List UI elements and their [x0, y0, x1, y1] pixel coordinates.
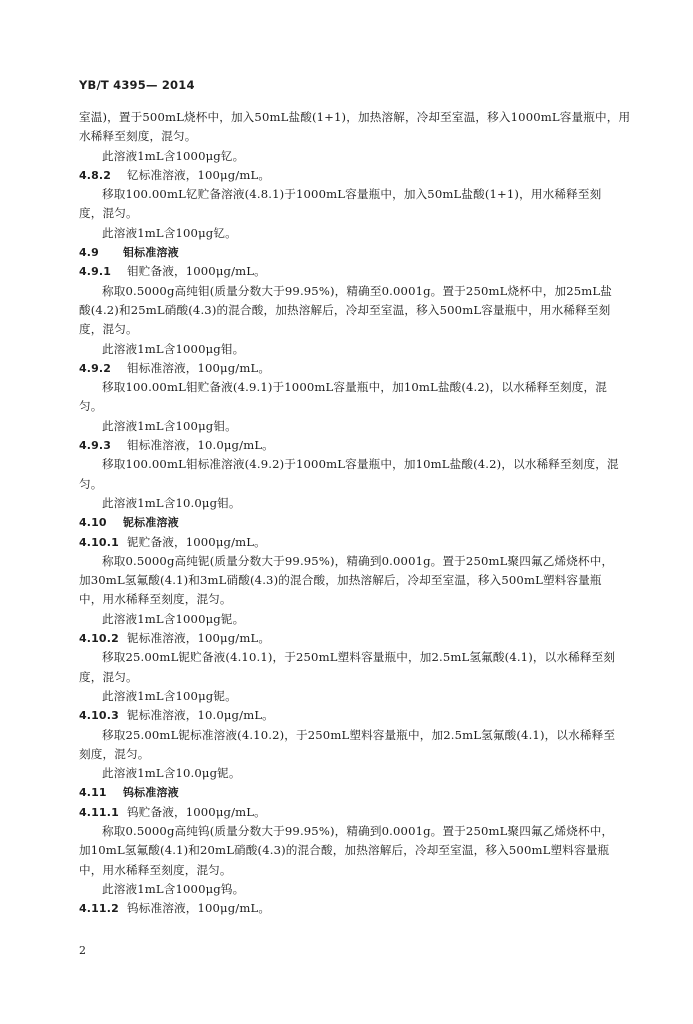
clause-number: 4.9.3 — [79, 439, 112, 453]
line-text: 度，混匀。 — [79, 669, 138, 684]
line-text: 加30mL氢氟酸(4.1)和3mL硝酸(4.3)的混合酸，加热溶解后，冷却至室温，移入500mL塑料容量瓶 — [79, 573, 602, 588]
body-text-line — [79, 668, 639, 687]
body-text-line — [79, 687, 639, 706]
line-text: 酸(4.2)和25mL硝酸(4.3)的混合酸，加热溶解后，冷却至室温，移入500mL容量瓶中，用水稀释至刻 — [79, 302, 611, 317]
body-text-line — [79, 378, 639, 397]
clause-number: 4.9.2 — [79, 361, 112, 375]
clause-number: 4.9.1 — [79, 265, 112, 279]
body-text-line — [79, 841, 639, 860]
line-text: 此溶液1mL含10.0μg钼。 — [102, 495, 241, 510]
line-text: 此溶液1mL含100μg钇。 — [102, 225, 237, 240]
body-text-line — [79, 397, 639, 416]
body-text-line — [79, 108, 639, 127]
body-text-line — [79, 726, 639, 745]
line-text: 移取25.00mL铌标准溶液(4.10.2)，于250mL塑料容量瓶中，加2.5mL氢氟酸(4.1)，以水稀释至 — [102, 727, 616, 742]
clause-number: 4.9 — [79, 246, 99, 260]
subsection-heading — [79, 166, 639, 185]
line-text: 匀。 — [79, 399, 103, 414]
body-text-line — [79, 320, 639, 339]
line-text: 钨贮备液，1000μg/mL。 — [127, 804, 266, 819]
line-text: 加10mL氢氟酸(4.1)和20mL硝酸(4.3)的混合酸，加热溶解后，冷却至室温，移入500mL塑料容量瓶 — [79, 843, 610, 858]
line-text: 钨标准溶液，100μg/mL。 — [127, 901, 271, 916]
body-text-line — [79, 417, 639, 436]
clause-number: 4.8.2 — [79, 168, 112, 182]
line-text: 室温)，置于500mL烧杯中，加入50mL盐酸(1+1)，加热溶解，冷却至室温，移入1000mL容量瓶中，用 — [79, 110, 631, 124]
subsection-heading — [79, 533, 639, 552]
line-text: 此溶液1mL含1000μg钼。 — [102, 341, 245, 356]
line-text: 此溶液1mL含10.0μg铌。 — [102, 766, 241, 781]
line-text: 此溶液1mL含1000μg钨。 — [102, 881, 245, 896]
body-text-line — [79, 282, 639, 301]
body-text-line — [79, 764, 639, 783]
clause-number: 4.11.2 — [79, 902, 119, 916]
line-text: 铌贮备液，1000μg/mL。 — [127, 534, 266, 549]
body-text-line — [79, 301, 639, 320]
line-text: 度，混匀。 — [79, 322, 138, 337]
line-text: 此溶液1mL含1000μg铌。 — [102, 611, 245, 626]
subsection-heading — [79, 629, 639, 648]
page-body — [79, 108, 639, 918]
line-text: 称取0.5000g高纯钨(质量分数大于99.95%)，精确到0.0001g。置于250mL聚四氟乙烯烧杯中， — [102, 823, 614, 838]
section-title: 钼标准溶液 — [123, 246, 179, 260]
section-heading — [79, 513, 639, 532]
line-text: 钼贮备液，1000μg/mL。 — [127, 264, 266, 279]
line-text: 铌标准溶液，10.0μg/mL。 — [127, 708, 274, 723]
page-header: YB/T 4395— 2014 — [79, 78, 195, 92]
line-text: 刻度，混匀。 — [79, 746, 150, 761]
subsection-heading — [79, 706, 639, 725]
body-text-line — [79, 204, 639, 223]
line-text: 钼标准溶液，100μg/mL。 — [127, 360, 271, 375]
clause-number: 4.10.1 — [79, 535, 119, 549]
body-text-line — [79, 224, 639, 243]
page-number: 2 — [79, 944, 86, 957]
clause-number: 4.11 — [79, 786, 107, 800]
line-text: 钇标准溶液，100μg/mL。 — [127, 167, 271, 182]
line-text: 此溶液1mL含1000μg钇。 — [102, 148, 245, 163]
section-heading — [79, 783, 639, 802]
line-text: 移取100.00mL钼贮备液(4.9.1)于1000mL容量瓶中，加10mL盐酸(4.2)，以水稀释至刻度，混 — [102, 380, 608, 395]
subsection-heading — [79, 262, 639, 281]
body-text-line — [79, 861, 639, 880]
subsection-heading — [79, 899, 639, 918]
body-text-line — [79, 475, 639, 494]
section-title: 铌标准溶液 — [123, 516, 179, 530]
line-text: 匀。 — [79, 476, 103, 491]
body-text-line — [79, 340, 639, 359]
line-text: 钼标准溶液，10.0μg/mL。 — [127, 438, 274, 453]
subsection-heading — [79, 359, 639, 378]
subsection-heading — [79, 436, 639, 455]
body-text-line — [79, 822, 639, 841]
line-text: 水稀释至刻度，混匀。 — [79, 129, 197, 144]
body-text-line — [79, 590, 639, 609]
section-heading — [79, 243, 639, 262]
line-text: 称取0.5000g高纯钼(质量分数大于99.95%)，精确至0.0001g。置于250mL烧杯中，加25mL盐 — [102, 283, 612, 298]
body-text-line — [79, 745, 639, 764]
subsection-heading — [79, 803, 639, 822]
body-text-line — [79, 494, 639, 513]
clause-number: 4.10.3 — [79, 709, 119, 723]
line-text: 此溶液1mL含100μg钼。 — [102, 418, 237, 433]
line-text: 移取25.00mL铌贮备液(4.10.1)，于250mL塑料容量瓶中，加2.5mL氢氟酸(4.1)，以水稀释至刻 — [102, 650, 616, 665]
clause-number: 4.11.1 — [79, 805, 119, 819]
clause-number: 4.10.2 — [79, 632, 119, 646]
line-text: 移取100.00mL钼标准溶液(4.9.2)于1000mL容量瓶中，加10mL盐酸(4.2)，以水稀释至刻度，混 — [102, 457, 619, 472]
line-text: 此溶液1mL含100μg铌。 — [102, 688, 237, 703]
body-text-line — [79, 571, 639, 590]
section-title: 钨标准溶液 — [123, 786, 179, 800]
body-text-line — [79, 455, 639, 474]
line-text: 称取0.5000g高纯铌(质量分数大于99.95%)，精确到0.0001g。置于250mL聚四氟乙烯烧杯中， — [102, 553, 614, 568]
line-text: 移取100.00mL钇贮备溶液(4.8.1)于1000mL容量瓶中，加入50mL盐酸(1+1)，用水稀释至刻 — [102, 187, 602, 202]
body-text-line — [79, 147, 639, 166]
line-text: 中，用水稀释至刻度，混匀。 — [79, 592, 232, 607]
body-text-line — [79, 880, 639, 899]
line-text: 中，用水稀释至刻度，混匀。 — [79, 862, 232, 877]
body-text-line — [79, 648, 639, 667]
clause-number: 4.10 — [79, 516, 107, 530]
line-text: 度，混匀。 — [79, 206, 138, 221]
line-text: 铌标准溶液，100μg/mL。 — [127, 631, 271, 646]
body-text-line — [79, 185, 639, 204]
body-text-line — [79, 610, 639, 629]
body-text-line — [79, 127, 639, 146]
body-text-line — [79, 552, 639, 571]
